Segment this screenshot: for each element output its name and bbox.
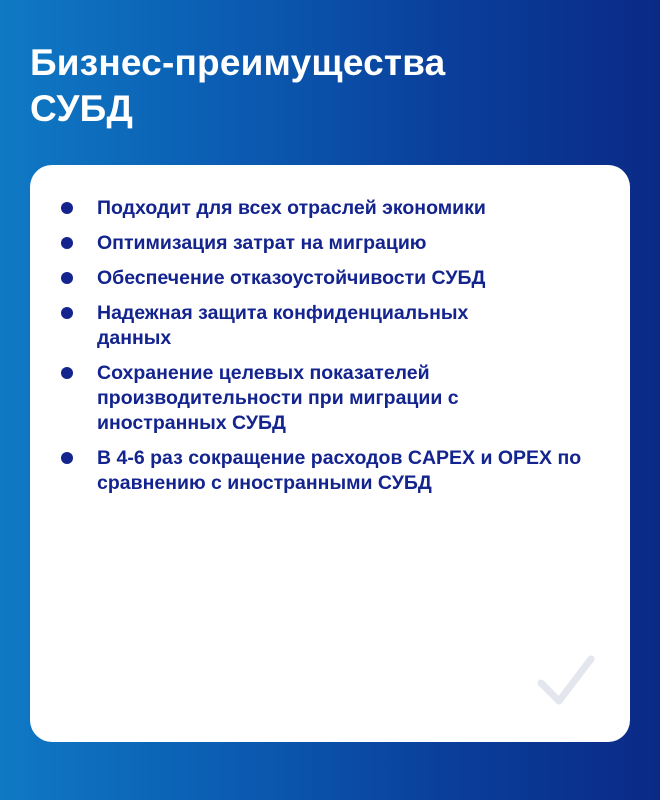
benefits-list bbox=[30, 196, 630, 506]
list-item bbox=[30, 301, 630, 351]
list-item bbox=[30, 231, 630, 256]
title-line-1: Бизнес-преимущества bbox=[30, 42, 446, 83]
list-item-text: Подходит для всех отраслей экономики bbox=[97, 197, 486, 219]
bullet-icon bbox=[61, 202, 73, 214]
bullet-icon bbox=[61, 367, 73, 379]
list-item bbox=[30, 266, 630, 291]
list-item-text: В 4-6 раз сокращение расходов CAPEX и OPEX по сравнению с иностранными СУБД bbox=[97, 447, 582, 494]
list-item-text: Оптимизация затрат на миграцию bbox=[97, 232, 427, 254]
list-item-text: Надежная защита конфиденциальных данных bbox=[97, 302, 469, 349]
bullet-icon bbox=[61, 452, 73, 464]
checkmark-icon bbox=[535, 653, 597, 709]
bullet-icon bbox=[61, 272, 73, 284]
page-title bbox=[30, 40, 445, 132]
list-item bbox=[30, 196, 630, 221]
bullet-icon bbox=[61, 307, 73, 319]
list-item bbox=[30, 446, 630, 496]
title-line-2: СУБД bbox=[30, 88, 134, 129]
list-item-text: Сохранение целевых показателей производительности при миграции с иностранных СУБД bbox=[97, 362, 459, 434]
bullet-icon bbox=[61, 237, 73, 249]
list-item-text: Обеспечение отказоустойчивости СУБД bbox=[97, 267, 486, 289]
list-item bbox=[30, 361, 630, 436]
benefits-card bbox=[30, 165, 630, 742]
